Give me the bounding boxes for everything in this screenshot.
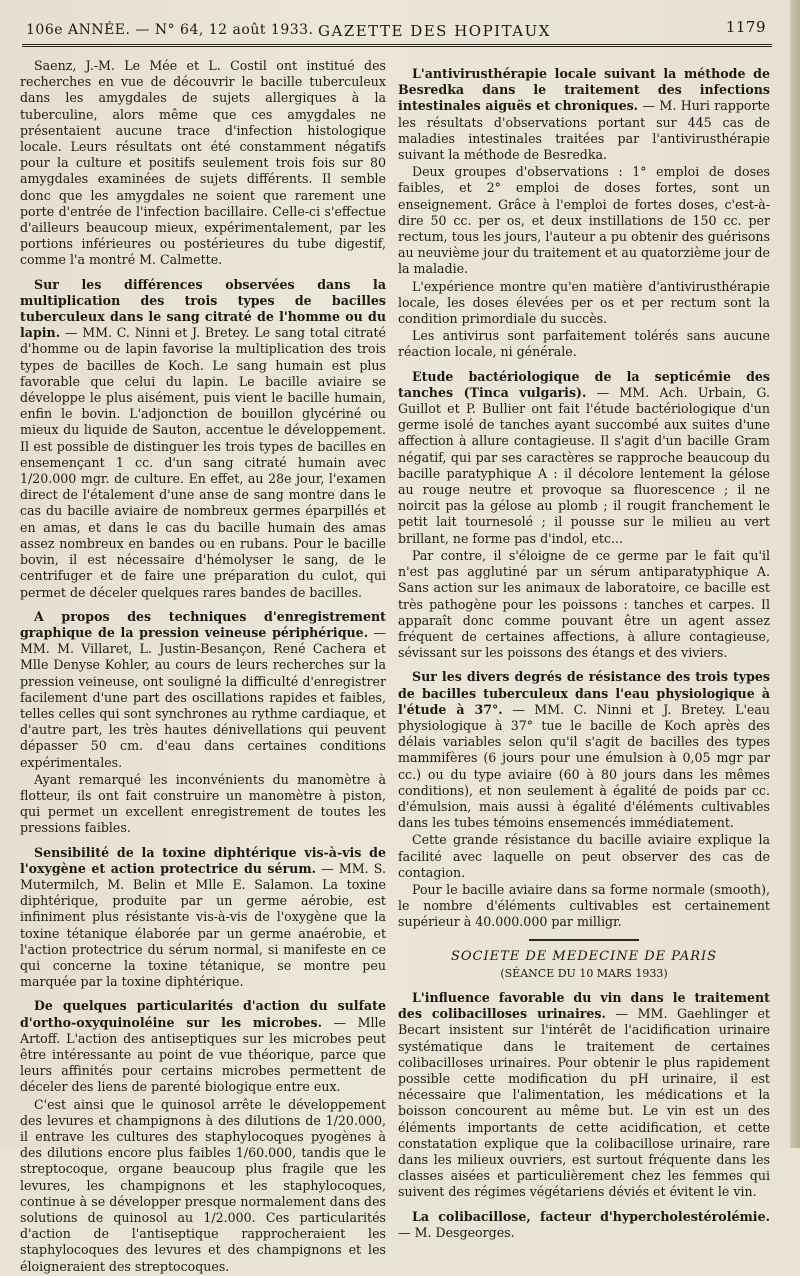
paragraph-text: — Mlle Artoff. L'action des antiseptiques sur les microbes peut être intéressante au point de vue théorique, parce que leurs affinités pour certains microbes permettent de déceler des liens de parenté biologique entre eux. [20, 1014, 386, 1095]
body-paragraph [398, 548, 770, 661]
society-heading: SOCIETE DE MEDECINE DE PARIS [450, 948, 718, 964]
page-header [22, 14, 778, 44]
article-paragraph [398, 66, 770, 163]
article-paragraph [20, 609, 386, 771]
header-rule [22, 44, 772, 47]
page-number: 1179 [725, 18, 766, 36]
page-edge [790, 0, 800, 1148]
paragraph-text: — MM. C. Ninni et J. Bretey. L'eau physiologique à 37° tue le bacille de Koch après des délais variables selon qu'il s'agit de bacilles des types mammifères (6 jours pour une émulsion à 0,05 mgr par cc.) ou du type aviaire (60 à 80 jours dans les mêmes conditions), et non seulement à égalité de poids par cc. d'émulsion, mais aussi à égalité d'éléments cultivables dans les tubes témoins ensemencés immédiatement. [398, 701, 770, 831]
article-title: Sur les différences observées dans la multiplication des trois types de bacilles tuberculeux dans le sang citraté de l'homme ou du lapin. [20, 276, 386, 341]
paragraph-text: L'expérience montre qu'en matière d'antivirusthérapie locale, les doses élevées per os et per rectum sont la condition primordiale du succès. [398, 278, 770, 327]
paragraph-text: — MM. S. Mutermilch, M. Belin et Mlle E. Salamon. La toxine diphtérique, produite par un germe aérobie, est infiniment plus résistante vis-à-vis de l'oxygène que la toxine tétanique élaborée par un germe anaérobie, et l'action protectrice du sérum normal, si manifeste en ce qui concerne la toxine tétanique, se montre peu marquée par la toxine diphtérique. [20, 860, 386, 990]
article-title: L'antivirusthérapie locale suivant la méthode de Besredka dans le traitement des infections intestinales aiguës et chroniques. [398, 66, 770, 114]
body-paragraph [20, 1097, 386, 1275]
body-paragraph [398, 328, 770, 360]
left-column [20, 58, 386, 1276]
paragraph-text: — M. Desgeorges. [398, 1224, 515, 1240]
paragraph-text: C'est ainsi que le quinosol arrête le développement des levures et champignons à des dilutions de 1/20.000, il entrave les cultures des staphylocoques pyogènes à des dilutions encore plus faibles 1/60.000, tandis que le streptocoque, organe beaucoup plus fragile que les levures, les champignons et les staphylocoques, continue à se développer presque normalement dans des solutions de quinosol au 1/2.000. Ces particularités d'action de l'antiseptique rapprocheraient les staphylocoques des levures et des champignons et les éloigneraient des streptocoques. [20, 1096, 386, 1274]
paragraph-text: — MM. M. Villaret, L. Justin-Besançon, René Cachera et Mlle Denyse Kohler, au cours de leurs recherches sur la pression veineuse, ont souligné la difficulté d'enregistrer facilement d'une part des oscillations rapides et faibles, telles celles qui sont synchrones au rythme cardiaque, et d'autre part, les très hautes dénivellations qui peuvent dépasser 50 cm. d'eau dans certaines conditions expérimentales. [20, 624, 386, 770]
body-paragraph [398, 882, 770, 931]
article-paragraph [398, 369, 770, 547]
journal-title: GAZETTE DES HOPITAUX [318, 22, 551, 40]
article-paragraph [398, 990, 770, 1201]
body-paragraph [398, 832, 770, 881]
right-column [398, 58, 770, 1242]
article-title: De quelques particularités d'action du sulfate d'ortho-oxyquinoléine sur les microbes. [20, 998, 386, 1030]
body-paragraph [20, 772, 386, 837]
paragraph-text: — MM. Ach. Urbain, G. Guillot et P. Bullier ont fait l'étude bactériologique d'un germe isolé de tanches ayant succombé aux suites d'une affection à allure contagieuse. Il s'agit d'un bacille Gram négatif, qui par ses caractères se rapproche beaucoup du bacille paratyphique A : il décolore lentement la gélose au rouge neutre et provoque sa fluorescence ; il ne noircit pas la gélose au plomb ; il rougit franchement le petit lait tournesolé ; il pousse sur le milieu au vert brillant, ne forme pas d'indol, etc... [398, 384, 770, 546]
article-paragraph [20, 277, 386, 601]
paragraph-text: — MM. C. Ninni et J. Bretey. Le sang total citraté d'homme ou de lapin favorise la multiplication des trois types de bacilles de Koch. Le sang humain est plus favorable que celui du lapin. Le bacille aviaire se développe le plus aisément, puis vient le bacille humain, enfin le bovin. L'adjonction de bouillon glycériné ou mieux du liquide de Sauton, accentue le développement. Il est possible de distinguer les trois types de bacilles en ensemençant 1 cc. d'un sang citraté humain avec 1/20.000 mgr. de culture. En effet, au 28e jour, l'examen direct de l'étalement d'une anse de sang montre dans le cas du bacille aviaire de nombreux germes éparpillés et en amas, et dans le cas du bacille humain des amas assez nombreux en bandes ou en rubans. Pour le bacille bovin, il est nécessaire d'hémolyser le sang, de le centrifuger et de faire une préparation du culot, qui permet de déceler quelques rares bandes de bacilles. [20, 325, 386, 600]
article-paragraph [398, 669, 770, 831]
paragraph-text: — M. Huri rapporte les résultats d'observations portant sur 445 cas de maladies intestinales traitées par l'antivirusthérapie suivant la méthode de Besredka. [398, 98, 771, 163]
paragraph-text: Cette grande résistance du bacille aviaire explique la facilité avec laquelle on peut observer des cas de contagion. [398, 832, 770, 880]
session-date: (SÉANCE DU 10 MARS 1933) [500, 966, 668, 980]
section-divider [529, 939, 639, 941]
article-title: Sensibilité de la toxine diphtérique vis-à-vis de l'oxygène et action protectrice du sérum. [20, 844, 386, 876]
article-title: A propos des techniques d'enregistrement graphique de la pression veineuse périphérique. [20, 608, 386, 640]
body-paragraph [398, 164, 770, 277]
article-title: L'influence favorable du vin dans le traitement des colibacilloses urinaires. [398, 989, 770, 1022]
article-paragraph [20, 998, 386, 1095]
paragraph-text: Pour le bacille aviaire dans sa forme normale (smooth), le nombre d'éléments cultivables est certainement supérieur à 40.000.000 par milligr. [398, 881, 770, 930]
paragraph-text: Les antivirus sont parfaitement tolérés sans aucune réaction locale, ni générale. [398, 328, 770, 360]
article-title: La colibacillose, facteur d'hypercholestérolémie. [412, 1208, 770, 1224]
body-paragraph [20, 58, 386, 269]
paragraph-text: Saenz, J.-M. Le Mée et L. Costil ont institué des recherches en vue de découvrir le bacille tuberculeux dans les amygdales de sujets allergiques à la tuberculine, alors même que ces amygdales ne présentaient aucune trace d'infection histologique locale. Leurs résultats ont été constamment négatifs pour la culture et positifs seulement trois fois sur 80 amygdales examinées de sujets différents. Il semble donc que les amygdales ne soient que rarement une porte d'entrée de l'infection bacillaire. Celle-ci s'effectue d'ailleurs beaucoup mieux, expérimentalement, par les portions inférieures ou postérieures du tube digestif, comme l'a montré M. Calmette. [20, 58, 386, 268]
article-paragraph [398, 1209, 770, 1241]
paragraph-text: Ayant remarqué les inconvénients du manomètre à flotteur, ils ont fait construire un manomètre à piston, qui permet un excellent enregistrement de toutes les pressions faibles. [20, 771, 386, 836]
article-paragraph [20, 845, 386, 991]
paragraph-text: — MM. Gaehlinger et Becart insistent sur l'intérêt de l'acidification urinaire systématique dans le traitement de certaines colibacilloses urinaires. Pour obtenir le plus rapidement possible cette modification du pH urinaire, il est nécessaire que l'alimentation, les médications et la boisson concourent au même but. Le vin est un des éléments importants de cette acidification, et cette constatation explique que la colibacillose urinaire, rare dans les milieux ouvriers, est surtout fréquente dans les classes aisées et particulièrement chez les femmes qui suivent des régimes végétariens déviés et évitent le vin. [398, 1006, 770, 1200]
article-title: Etude bactériologique de la septicémie des tanches (Tinca vulgaris). [398, 368, 770, 400]
issue-info: 106e ANNÉE. — N° 64, 12 août 1933. [26, 22, 314, 38]
paragraph-text: Par contre, il s'éloigne de ce germe par le fait qu'il n'est pas agglutiné par un sérum antiparatyphique A. Sans action sur les animaux de laboratoire, ce bacille est très pathogène pour les poissons : tanches et carpes. Il apparaît donc comme pouvant être un agent assez fréquent de certaines affections, à allure contagieuse, sévissant sur les poissons des étangs et des viviers. [398, 547, 770, 661]
body-paragraph [398, 279, 770, 328]
paragraph-text: Deux groupes d'observations : 1° emploi de doses faibles, et 2° emploi de doses fortes, sont un enseignement. Grâce à l'emploi de fortes doses, c'est-à-dire 50 cc. per os, et deux instillations de 150 cc. per rectum, tous les jours, l'auteur a pu obtenir des guérisons au neuvième jour du traitement et au quatorzième jour de la maladie. [398, 164, 770, 277]
article-title: Sur les divers degrés de résistance des trois types de bacilles tuberculeux dans l'eau physiologique à l'étude à 37°. [398, 669, 770, 717]
